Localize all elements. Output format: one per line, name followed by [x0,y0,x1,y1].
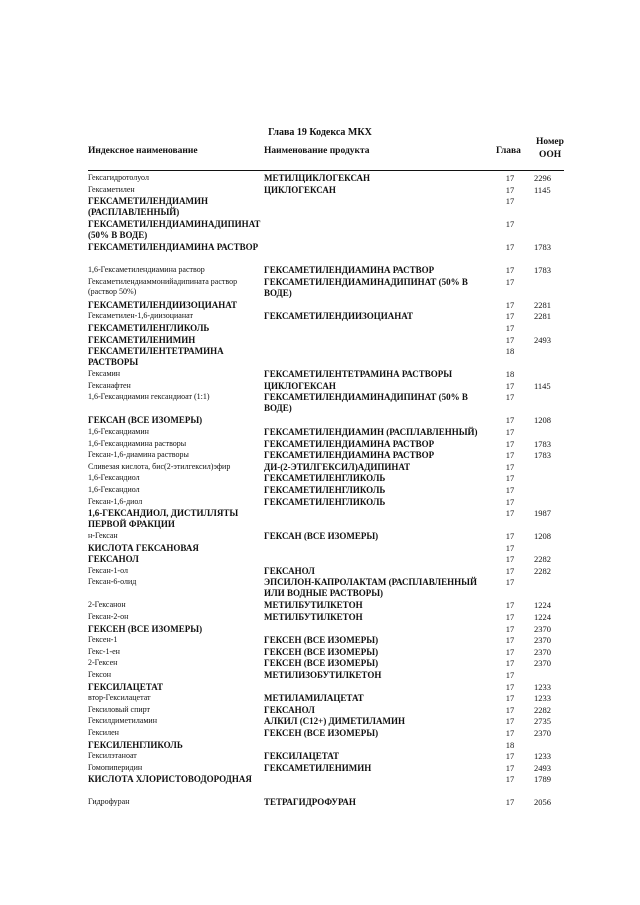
un-number-cell: 1783 [534,242,551,253]
un-number-cell: 2493 [534,762,551,773]
chapter-cell: 17 [505,380,515,391]
table-row [88,797,568,809]
chapter-cell: 17 [505,623,515,634]
product-name-cell: ГЕКСИЛАЦЕТАТ [264,751,340,762]
chapter-cell: 17 [505,728,515,738]
un-number-cell: 1987 [534,508,551,519]
index-name-cell: Гексан-2-он [88,612,129,622]
un-number-cell: 1789 [534,774,551,785]
product-name-cell: МЕТИЛИЗОБУТИЛКЕТОН [264,670,382,681]
index-name-cell: ГЕКСИЛЕНГЛИКОЛЬ [88,739,183,750]
index-name-cell: ГЕКСАНОЛ [88,554,139,565]
index-name-cell: Гексан-1,6-диол [88,496,143,506]
chapter-cell: 17 [505,450,515,461]
un-number-cell: 2370 [534,646,551,657]
table-row [88,462,568,474]
chapter-cell: 17 [505,704,515,715]
index-name-cell: 1,6-Гександиамина растворы [88,438,187,448]
chapter-cell: 17 [505,681,515,692]
product-name-cell: ГЕКСАМЕТИЛЕНДИИЗОЦИАНАТ [264,311,413,322]
index-name-cell: ГЕКСАМЕТИЛЕНТЕТРАМИНА РАСТВОРЫ [88,346,224,368]
un-number-cell: 2493 [534,334,551,345]
un-number-cell: 2370 [534,623,551,634]
un-number-cell: 1224 [534,600,551,611]
index-name-cell: Гексан-1,6-диамина растворы [88,450,189,460]
index-name-cell: КИСЛОТА ХЛОРИСТОВОДОРОДНАЯ [88,774,252,785]
un-number-cell: 1208 [534,415,551,426]
header-chapter: Глава [496,146,521,156]
chapter-cell: 17 [505,392,515,403]
table-row [88,473,568,485]
table-row [88,566,568,578]
table-row [88,751,568,763]
product-name-cell: ДИ-(2-ЭТИЛГЕКСИЛ)АДИПИНАТ [264,461,411,472]
index-name-cell: ГЕКСАМЕТИЛЕНДИИЗОЦИАНАТ [88,299,237,310]
table-row [88,740,568,752]
table-row [88,427,568,439]
un-number-cell: 2281 [534,299,551,310]
chapter-cell: 17 [505,461,515,472]
chapter-cell: 17 [505,322,515,333]
table-row [88,415,568,427]
chapter-cell: 17 [505,658,515,669]
index-name-cell: Гексамин [88,369,121,379]
table-row [88,670,568,682]
chapter-cell: 17 [505,415,515,426]
table-row [88,300,568,312]
index-name-cell: втор-Гексилацетат [88,693,151,703]
table-row [88,323,568,335]
chapter-cell: 17 [505,473,515,484]
product-name-cell: ГЕКСАН (ВСЕ ИЗОМЕРЫ) [264,531,379,542]
index-name-cell: ГЕКСАМЕТИЛЕНИМИН [88,334,196,345]
table-row [88,635,568,647]
chapter-cell: 17 [505,670,515,681]
un-number-cell: 1233 [534,751,551,762]
chapter-cell: 17 [505,565,515,576]
table-row [88,554,568,566]
page-title: Глава 19 Кодекса МКХ [268,127,372,138]
un-number-cell: 1224 [534,612,551,623]
index-name-cell: ГЕКСЕН (ВСЕ ИЗОМЕРЫ) [88,623,203,634]
table-row [88,242,568,265]
index-name-cell: 1,6-Гександиол [88,484,140,494]
chapter-cell: 17 [505,508,515,519]
table-row [88,600,568,612]
chapter-cell: 17 [505,184,515,195]
table-row [88,392,568,415]
index-name-cell: 1,6-Гексаметилендиамина раствор [88,265,205,275]
table-row [88,381,568,393]
product-name-cell: ГЕКСАНОЛ [264,565,315,576]
chapter-cell: 18 [505,369,515,380]
table-row [88,265,568,277]
chapter-cell: 17 [505,265,515,276]
index-name-cell: Гексилдиметиламин [88,716,157,726]
index-name-cell: Гекс-1-ен [88,646,120,656]
chapter-cell: 17 [505,438,515,449]
index-name-cell: ГЕКСАМЕТИЛЕНГЛИКОЛЬ [88,322,210,333]
product-name-cell: ГЕКСАМЕТИЛЕНГЛИКОЛЬ [264,473,386,484]
un-number-cell: 2370 [534,635,551,646]
table-row [88,311,568,323]
table-row [88,485,568,497]
product-name-cell: ЭПСИЛОН-КАПРОЛАКТАМ (РАСПЛАВЛЕННЫЙ ИЛИ ВОДНЫЕ РАСТВОРЫ) [264,577,477,599]
index-name-cell: Гомопиперидин [88,762,143,772]
product-name-cell: ТЕТРАГИДРОФУРАН [264,797,356,808]
chapter-cell: 17 [505,219,515,230]
chapter-cell: 17 [505,484,515,495]
index-name-cell: Гексиловый спирт [88,704,151,714]
chapter-cell: 17 [505,762,515,773]
table-row [88,439,568,451]
product-name-cell: ГЕКСАМЕТИЛЕНДИАМИНАДИПИНАТ (50% В ВОДЕ) [264,392,468,414]
table-row [88,369,568,381]
chapter-cell: 17 [505,646,515,657]
un-number-cell: 1145 [534,184,551,195]
product-name-cell: ГЕКСАМЕТИЛЕНДИАМИНА РАСТВОР [264,450,435,461]
un-number-cell: 2282 [534,554,551,565]
table-row [88,196,568,219]
un-number-cell: 2735 [534,716,551,727]
index-name-cell: Гексаметилен [88,184,135,194]
un-number-cell: 2056 [534,797,551,808]
product-name-cell: ГЕКСАНОЛ [264,704,315,715]
table-row [88,763,568,775]
index-name-cell: 1,6-ГЕКСАНДИОЛ, ДИСТИЛЛЯТЫ ПЕРВОЙ ФРАКЦИИ [88,508,239,530]
index-name-cell: 1,6-Гександиамин гександиоат (1:1) [88,392,210,402]
product-name-cell: ЦИКЛОГЕКСАН [264,184,336,195]
table-row [88,658,568,670]
chapter-cell: 17 [505,173,515,183]
chapter-cell: 17 [505,542,515,553]
table-row [88,728,568,740]
index-table [88,173,568,809]
index-name-cell: Сливезая кислота, бис(2-этилгексил)эфир [88,461,231,471]
un-number-cell: 2281 [534,311,551,322]
un-number-cell: 1208 [534,531,551,542]
index-name-cell: Гексаметилен-1,6-диизоцианат [88,311,193,321]
chapter-cell: 17 [505,554,515,565]
chapter-cell: 17 [505,311,515,322]
un-number-cell: 1233 [534,693,551,704]
header-un-number-line1: Номер [536,137,564,147]
header-rule [88,170,564,171]
chapter-cell: 17 [505,716,515,727]
product-name-cell: МЕТИЛБУТИЛКЕТОН [264,600,363,611]
chapter-cell: 17 [505,242,515,253]
table-row [88,335,568,347]
chapter-cell: 17 [505,426,515,437]
table-row [88,612,568,624]
index-name-cell: Гексен-1 [88,635,118,645]
table-row [88,346,568,369]
chapter-cell: 17 [505,496,515,507]
index-name-cell: Гидрофуран [88,797,130,807]
table-row [88,185,568,197]
chapter-cell: 17 [505,774,515,785]
table-row [88,531,568,543]
index-name-cell: Гексан-6-олид [88,577,137,587]
index-name-cell: Гексилен [88,728,119,737]
un-number-cell: 2296 [534,173,551,183]
un-number-cell: 2370 [534,658,551,669]
chapter-cell: 17 [505,635,515,646]
product-name-cell: МЕТИЛЦИКЛОГЕКСАН [264,173,371,183]
table-row [88,450,568,462]
un-number-cell: 1783 [534,450,551,461]
chapter-cell: 18 [505,739,515,750]
table-row [88,774,568,797]
index-name-cell: Гексаметилендиаммонийадипината раствор (раствор 50%) [88,276,238,296]
header-un-number-line2: ООН [539,150,562,160]
table-row [88,508,568,531]
table-row [88,577,568,600]
index-name-cell: 2-Гексанон [88,600,126,610]
chapter-cell: 17 [505,612,515,623]
table-row [88,219,568,242]
index-name-cell: ГЕКСАМЕТИЛЕНДИАМИН (РАСПЛАВЛЕННЫЙ) [88,196,208,218]
table-row [88,716,568,728]
table-row [88,682,568,694]
product-name-cell: ГЕКСЕН (ВСЕ ИЗОМЕРЫ) [264,658,379,669]
chapter-cell: 17 [505,531,515,542]
table-row [88,173,568,185]
index-name-cell: ГЕКСАМЕТИЛЕНДИАМИНАДИПИНАТ (50% В ВОДЕ) [88,219,261,241]
product-name-cell: ГЕКСЕН (ВСЕ ИЗОМЕРЫ) [264,635,379,646]
product-name-cell: МЕТИЛБУТИЛКЕТОН [264,612,363,623]
un-number-cell: 2370 [534,728,551,738]
index-name-cell: ГЕКСАН (ВСЕ ИЗОМЕРЫ) [88,415,203,426]
product-name-cell: МЕТИЛАМИЛАЦЕТАТ [264,693,364,704]
product-name-cell: ГЕКСЕН (ВСЕ ИЗОМЕРЫ) [264,728,379,738]
un-number-cell: 1783 [534,265,551,276]
index-name-cell: 1,6-Гександиамин [88,426,149,436]
product-name-cell: ЦИКЛОГЕКСАН [264,380,336,391]
header-product-name: Наименование продукта [264,146,370,156]
index-name-cell: Гексилэтаноат [88,751,137,761]
index-name-cell: Гексанафтен [88,380,131,390]
table-row [88,497,568,509]
chapter-cell: 18 [505,346,515,357]
index-name-cell: Гексан-1-ол [88,565,128,575]
un-number-cell: 2282 [534,565,551,576]
table-row [88,693,568,705]
un-number-cell: 1145 [534,380,551,391]
product-name-cell: ГЕКСАМЕТИЛЕНГЛИКОЛЬ [264,496,386,507]
chapter-cell: 17 [505,577,515,588]
un-number-cell: 2282 [534,704,551,715]
table-row [88,277,568,300]
chapter-cell: 17 [505,693,515,704]
un-number-cell: 1233 [534,681,551,692]
index-name-cell: КИСЛОТА ГЕКСАНОВАЯ [88,542,199,553]
table-row [88,647,568,659]
chapter-cell: 17 [505,751,515,762]
chapter-cell: 17 [505,600,515,611]
chapter-cell: 17 [505,334,515,345]
chapter-cell: 17 [505,276,515,287]
table-row [88,543,568,555]
product-name-cell: ГЕКСАМЕТИЛЕНГЛИКОЛЬ [264,484,386,495]
product-name-cell: ГЕКСАМЕТИЛЕНДИАМИНА РАСТВОР [264,265,435,276]
index-name-cell: ГЕКСИЛАЦЕТАТ [88,681,164,692]
table-row [88,705,568,717]
product-name-cell: ГЕКСЕН (ВСЕ ИЗОМЕРЫ) [264,646,379,657]
chapter-cell: 17 [505,196,515,207]
chapter-cell: 17 [505,299,515,310]
index-name-cell: н-Гексан [88,531,118,541]
product-name-cell: АЛКИЛ (С12+) ДИМЕТИЛАМИН [264,716,405,727]
chapter-cell: 17 [505,797,515,808]
product-name-cell: ГЕКСАМЕТИЛЕНИМИН [264,762,372,773]
product-name-cell: ГЕКСАМЕТИЛЕНДИАМИНАДИПИНАТ (50% В ВОДЕ) [264,276,468,298]
product-name-cell: ГЕКСАМЕТИЛЕНДИАМИНА РАСТВОР [264,438,435,449]
index-name-cell: Гексагидротолуол [88,173,149,182]
index-name-cell: 2-Гексен [88,658,118,668]
index-name-cell: ГЕКСАМЕТИЛЕНДИАМИНА РАСТВОР [88,242,259,253]
index-name-cell: 1,6-Гександиол [88,473,140,483]
header-index-name: Индексное наименование [88,146,198,156]
product-name-cell: ГЕКСАМЕТИЛЕНДИАМИН (РАСПЛАВЛЕННЫЙ) [264,426,478,437]
index-name-cell: Гексон [88,670,112,680]
un-number-cell: 1783 [534,438,551,449]
table-row [88,624,568,636]
product-name-cell: ГЕКСАМЕТИЛЕНТЕТРАМИНА РАСТВОРЫ [264,369,453,380]
